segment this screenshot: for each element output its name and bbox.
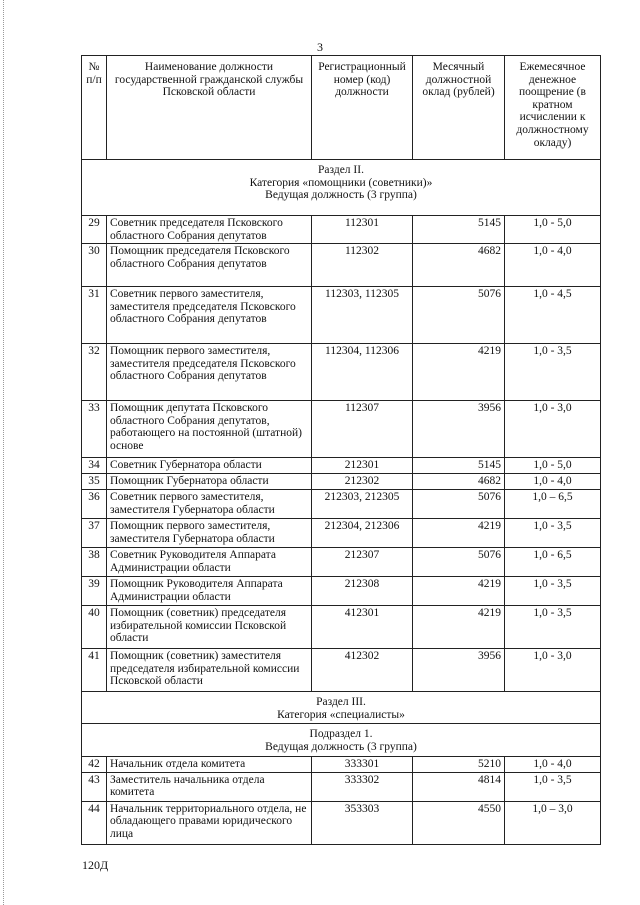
monthly-salary: 5076 [413, 490, 505, 519]
registration-code: 212304, 212306 [312, 519, 413, 548]
table-row [82, 548, 601, 577]
bonus-range: 1,0 - 3,5 [505, 519, 601, 548]
position-name: Советник Руководителя Аппарата Администрации области [107, 548, 312, 577]
bonus-range: 1,0 - 5,0 [505, 458, 601, 474]
position-name: Помощник первого заместителя, заместителя председателя Псковского областного Собрания депутатов [107, 344, 312, 401]
row-number: 38 [82, 548, 107, 577]
header-monthly-salary: Месячный должностной оклад (рублей) [413, 56, 505, 160]
bonus-range: 1,0 - 3,5 [505, 577, 601, 606]
header-number: № п/п [82, 56, 107, 160]
position-name: Советник председателя Псковского областного Собрания депутатов [107, 216, 312, 244]
bonus-range: 1,0 - 3,5 [505, 344, 601, 401]
bonus-range: 1,0 - 3,0 [505, 401, 601, 458]
section-heading: Подраздел 1. Ведущая должность (3 группа) [82, 724, 601, 756]
position-name: Помощник первого заместителя, заместителя Губернатора области [107, 519, 312, 548]
monthly-salary: 5210 [413, 756, 505, 772]
registration-code: 212307 [312, 548, 413, 577]
registration-code: 112301 [312, 216, 413, 244]
monthly-salary: 5145 [413, 216, 505, 244]
row-number: 39 [82, 577, 107, 606]
monthly-salary: 4219 [413, 344, 505, 401]
bonus-range: 1,0 - 5,0 [505, 216, 601, 244]
monthly-salary: 4682 [413, 474, 505, 490]
registration-code: 212308 [312, 577, 413, 606]
registration-code: 112304, 112306 [312, 344, 413, 401]
row-number: 35 [82, 474, 107, 490]
header-monthly-bonus: Ежемесячное денежное поощрение (в кратном исчислении к должностному окладу) [505, 56, 601, 160]
header-position-name: Наименование должности государственной гражданской службы Псковской области [107, 56, 312, 160]
position-name: Советник Губернатора области [107, 458, 312, 474]
row-number: 29 [82, 216, 107, 244]
position-name: Помощник Руководителя Аппарата Администрации области [107, 577, 312, 606]
table-row [82, 649, 601, 692]
table-row [82, 244, 601, 287]
section-heading: Раздел III. Категория «специалисты» [82, 692, 601, 724]
registration-code: 353303 [312, 801, 413, 844]
table-row [82, 216, 601, 244]
bonus-range: 1,0 - 3,5 [505, 606, 601, 649]
registration-code: 212302 [312, 474, 413, 490]
section-heading: Раздел II. Категория «помощники (советники)» Ведущая должность (3 группа) [82, 160, 601, 216]
row-number: 40 [82, 606, 107, 649]
position-name: Начальник территориального отдела, не обладающего правами юридического лица [107, 801, 312, 844]
bonus-range: 1,0 - 3,0 [505, 649, 601, 692]
row-number: 36 [82, 490, 107, 519]
table-row [82, 756, 601, 772]
monthly-salary: 3956 [413, 401, 505, 458]
bonus-range: 1,0 - 3,5 [505, 772, 601, 801]
row-number: 34 [82, 458, 107, 474]
header-registration-code: Регистрационный номер (код) должности [312, 56, 413, 160]
row-number: 31 [82, 287, 107, 344]
registration-code: 112302 [312, 244, 413, 287]
position-name: Помощник Губернатора области [107, 474, 312, 490]
registration-code: 333302 [312, 772, 413, 801]
row-number: 33 [82, 401, 107, 458]
position-name: Помощник председателя Псковского областного Собрания депутатов [107, 244, 312, 287]
bonus-range: 1,0 - 6,5 [505, 548, 601, 577]
positions-table [81, 55, 601, 845]
monthly-salary: 5076 [413, 548, 505, 577]
monthly-salary: 4219 [413, 577, 505, 606]
monthly-salary: 5076 [413, 287, 505, 344]
registration-code: 333301 [312, 756, 413, 772]
monthly-salary: 3956 [413, 649, 505, 692]
position-name: Заместитель начальника отдела комитета [107, 772, 312, 801]
monthly-salary: 4814 [413, 772, 505, 801]
table-row [82, 458, 601, 474]
table-header-row [82, 56, 601, 160]
row-number: 30 [82, 244, 107, 287]
table-row [82, 401, 601, 458]
monthly-salary: 4682 [413, 244, 505, 287]
table-row [82, 519, 601, 548]
section-heading-row [82, 160, 601, 216]
registration-code: 212301 [312, 458, 413, 474]
row-number: 41 [82, 649, 107, 692]
bonus-range: 1,0 - 4,0 [505, 244, 601, 287]
bonus-range: 1,0 - 4,5 [505, 287, 601, 344]
bonus-range: 1,0 – 3,0 [505, 801, 601, 844]
table-row [82, 287, 601, 344]
table-row [82, 772, 601, 801]
registration-code: 112307 [312, 401, 413, 458]
table-row [82, 606, 601, 649]
monthly-salary: 5145 [413, 458, 505, 474]
position-name: Помощник (советник) заместителя председателя избирательной комиссии Псковской области [107, 649, 312, 692]
row-number: 32 [82, 344, 107, 401]
position-name: Помощник (советник) председателя избирательной комиссии Псковской области [107, 606, 312, 649]
registration-code: 212303, 212305 [312, 490, 413, 519]
table-row [82, 801, 601, 844]
table-row [82, 344, 601, 401]
registration-code: 112303, 112305 [312, 287, 413, 344]
position-name: Советник первого заместителя, заместителя Губернатора области [107, 490, 312, 519]
position-name: Помощник депутата Псковского областного Собрания депутатов, работающего на постоянной (штатной) основе [107, 401, 312, 458]
section-heading-row [82, 692, 601, 724]
row-number: 37 [82, 519, 107, 548]
registration-code: 412301 [312, 606, 413, 649]
section-heading-row [82, 724, 601, 756]
bonus-range: 1,0 - 4,0 [505, 474, 601, 490]
monthly-salary: 4219 [413, 519, 505, 548]
row-number: 42 [82, 756, 107, 772]
page-edge-line [3, 0, 4, 905]
footer-document-code: 120Д [82, 858, 109, 872]
monthly-salary: 4219 [413, 606, 505, 649]
table-row [82, 577, 601, 606]
row-number: 43 [82, 772, 107, 801]
monthly-salary: 4550 [413, 801, 505, 844]
table-row [82, 474, 601, 490]
registration-code: 412302 [312, 649, 413, 692]
row-number: 44 [82, 801, 107, 844]
table-row [82, 490, 601, 519]
bonus-range: 1,0 - 4,0 [505, 756, 601, 772]
position-name: Начальник отдела комитета [107, 756, 312, 772]
bonus-range: 1,0 – 6,5 [505, 490, 601, 519]
page-number: 3 [317, 40, 323, 54]
position-name: Советник первого заместителя, заместителя председателя Псковского областного Собрания депутатов [107, 287, 312, 344]
